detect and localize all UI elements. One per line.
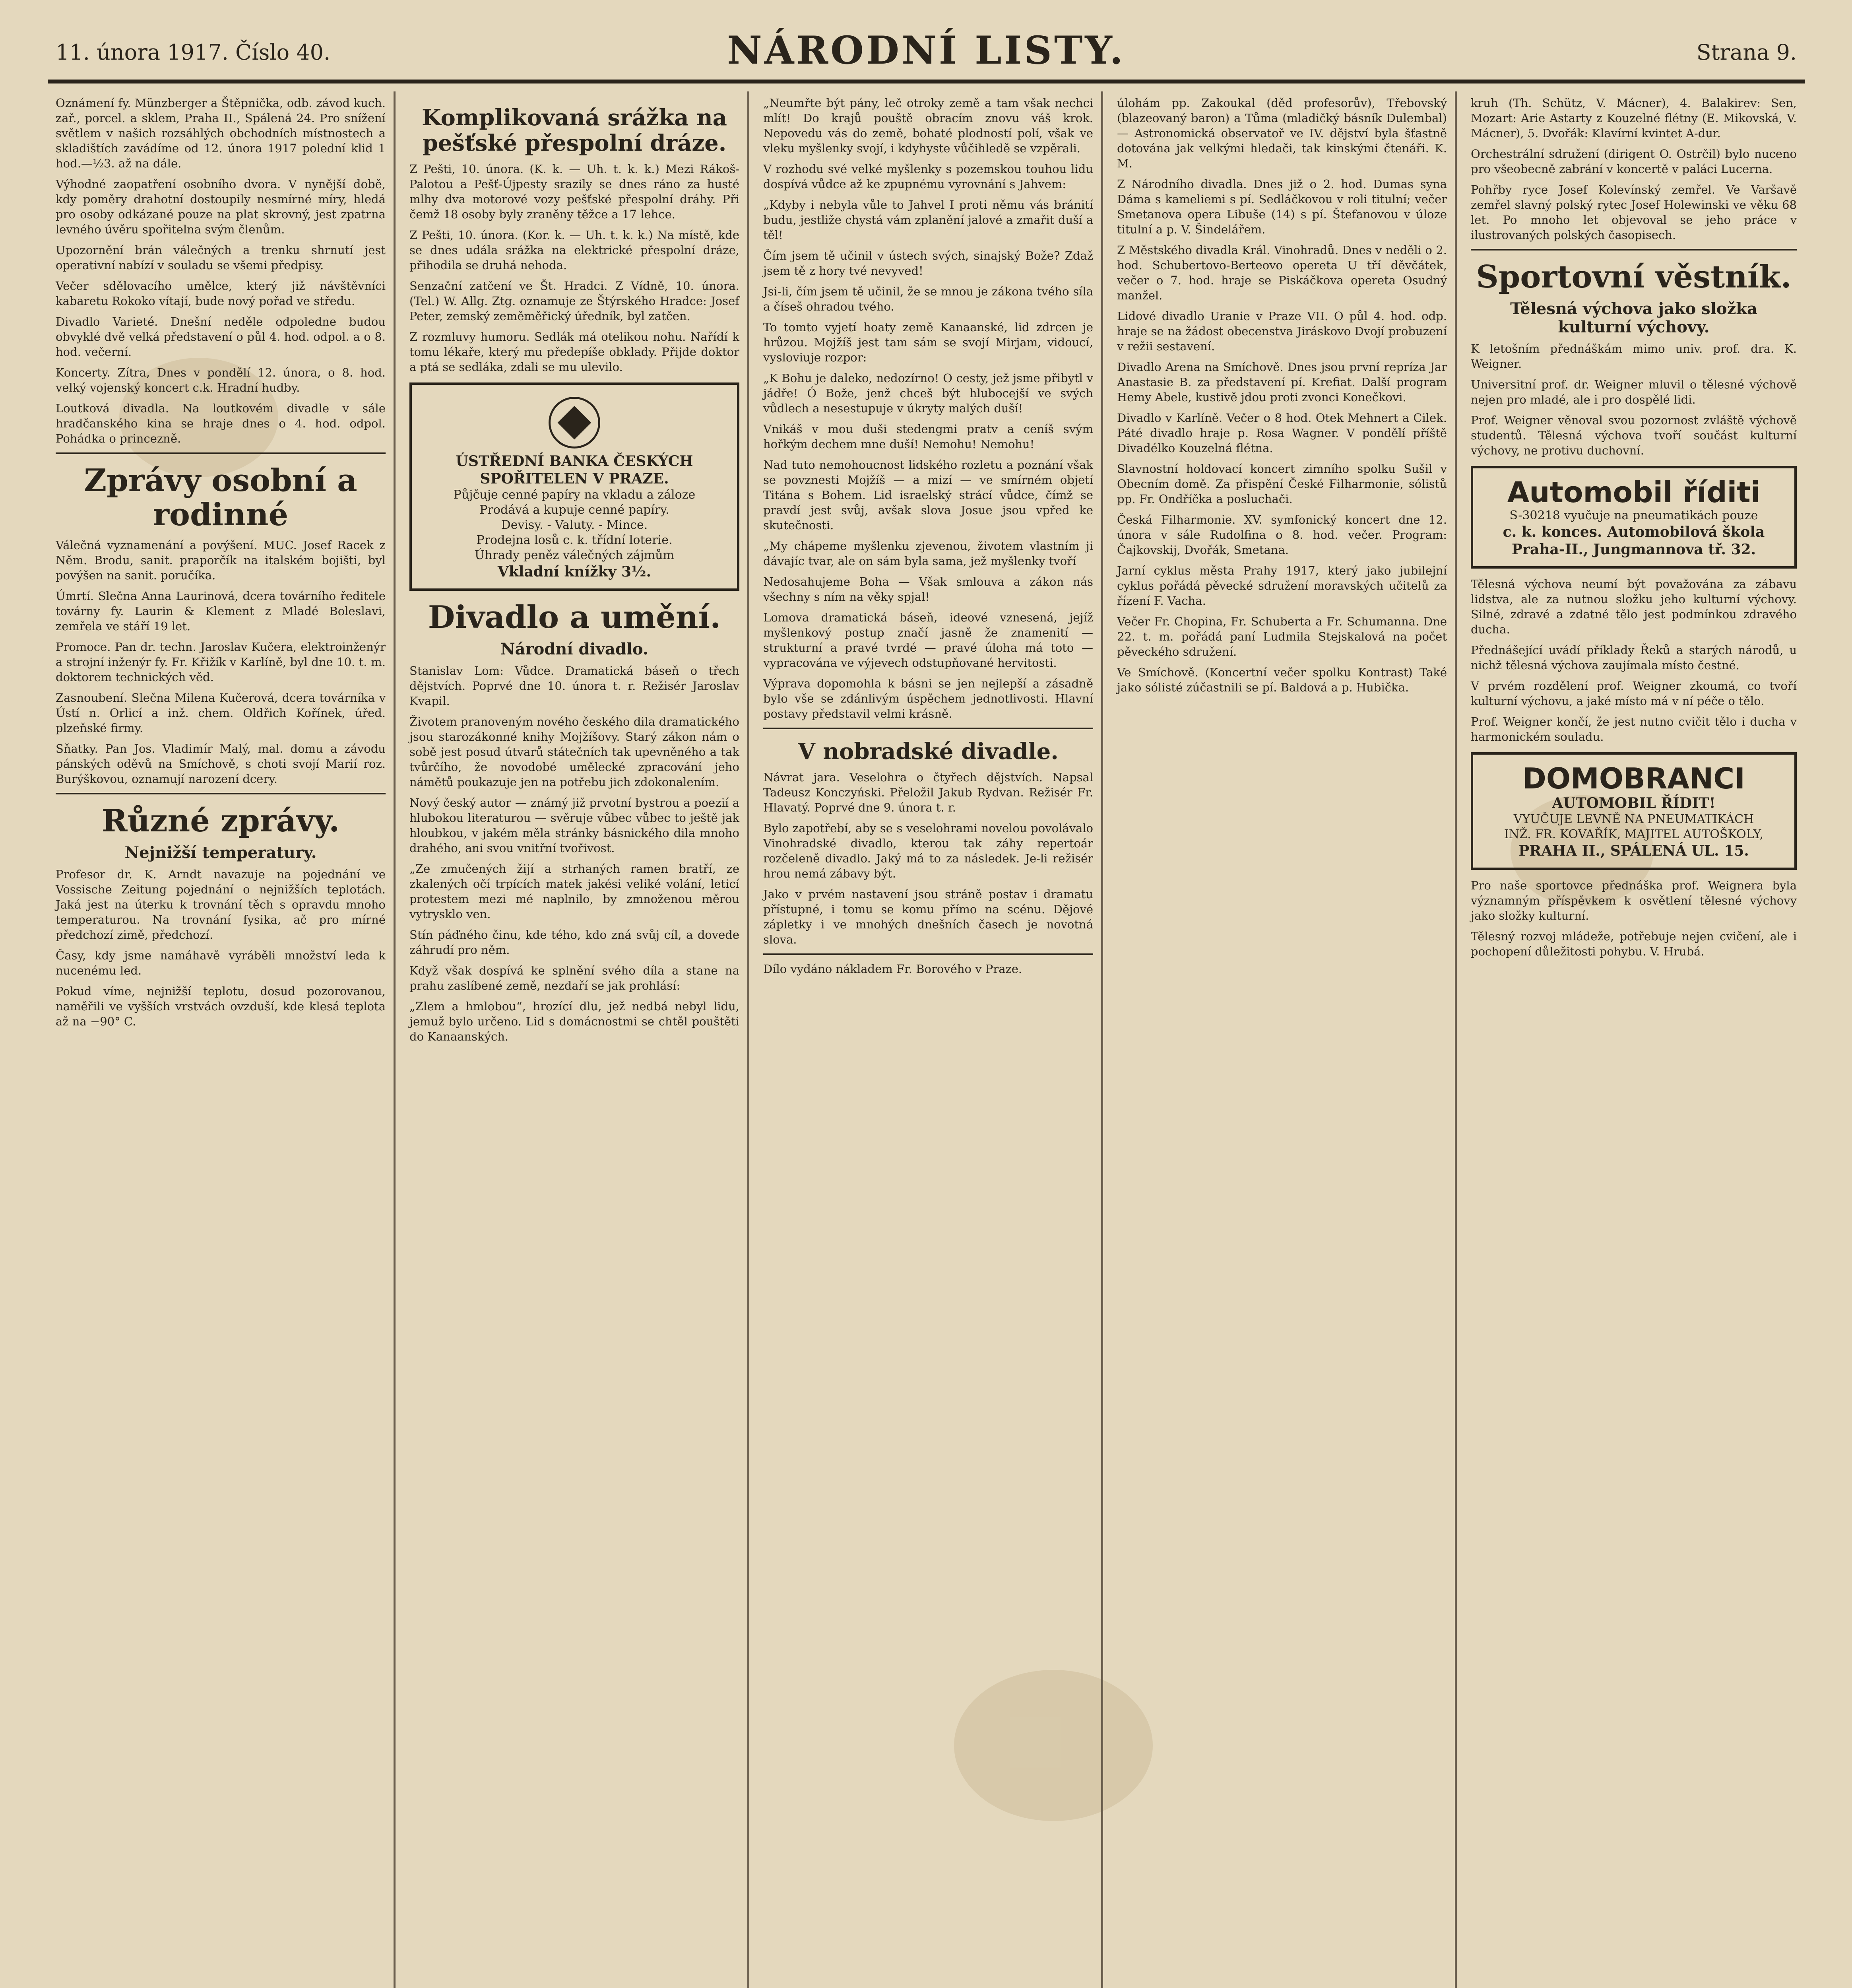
- article-text: Prof. Weigner končí, že jest nutno cvičit tělo i ducha v harmonickém souladu.: [1471, 715, 1797, 744]
- poem-text: „K Bohu je daleko, nedozírno! O cesty, jež jsme přibytl v jádře! Ó Bože, jenž chceš být hlubocejší ve svých vůdlech a nesestupuje v úkryty malých duší!: [763, 371, 1093, 415]
- article-text: Slavnostní holdovací koncert zimního spolku Sušil v Obecním domě. Za přispění České Filharmonie, sólistů pp. Fr. Ondříčka a posluchači.: [1117, 462, 1447, 506]
- divider: [763, 728, 1093, 729]
- driving-school-advertisement: [1471, 466, 1797, 569]
- bank-emblem-icon: [549, 397, 600, 448]
- article-text: kruh (Th. Schütz, V. Mácner), 4. Balakirev: Sen, Mozart: Arie Astarty z Kouzelné flétny (E. Mikovská, V. Mácner), 5. Dvořák: Klavírní kvintet A-dur.: [1471, 96, 1797, 140]
- column-4: [1109, 91, 1457, 1988]
- article-text: Sňatky. Pan Jos. Vladimír Malý, mal. domu a závodu pánských oděvů na Smíchově, s choti svojí Marií roz. Burýškovou, oznamují narození dcery.: [56, 742, 386, 786]
- poem-text: Stín páďného činu, kde tého, kdo zná svůj cíl, a dovede záhrudí pro něm.: [409, 928, 739, 957]
- article-text: Universitní prof. dr. Weigner mluvil o tělesné výchově nejen pro mladé, ale i pro dospělé lidi.: [1471, 378, 1797, 406]
- ad-line: Vkladní knížky 3½.: [497, 563, 652, 580]
- poem-text: Vnikáš v mou duši stedengmi pratv a ceníš svým hořkým dechem mne duší! Nemohu! Nemohu!: [763, 422, 1093, 451]
- article-text: Večer Fr. Chopina, Fr. Schuberta a Fr. Schumanna. Dne 22. t. m. pořádá paní Ludmila Stejskalová na počet pěveckého sdružení.: [1117, 615, 1447, 658]
- article-text: Životem pranoveným novéhо českého dila dramatického jsou starozákonné knihy Mojžíšovy. Starý zákon nám o sobě jest posud útvarů státečních tak upevněného a tak tvůrčího, že novodobé umělecké zpracování jeho námětů poukazuje jen na potřebu jich zdokonalením.: [409, 715, 739, 789]
- article-text: Stanislav Lom: Vůdce. Dramatická báseň o třech dějstvích. Poprvé dne 10. února t. r. Režisér Jaroslav Kvapil.: [409, 664, 739, 708]
- article-text: Z Národního divadla. Dnes již o 2. hod. Dumas syna Dáma s kameliemi s pí. Sedláčkovou v roli titulní; večer Smetanova opera Libuše (14) s pí. Štefanovou v úloze titulní a p. V. Šindelářem.: [1117, 177, 1447, 236]
- article-text: V rozhodu své velké myšlenky s pozemskou touhou lidu dospívá vůdce až ke zpupnému vyrovnání s Jahvem:: [763, 162, 1093, 191]
- article-text: Když však dospívá ke splnění svého díla a stane na prahu zaslíbené země, nezdaří se jak prohlásí:: [409, 964, 739, 992]
- article-text: Ve Smíchově. (Koncertní večer spolku Kontrast) Také jako sólisté zúčastnili se pí. Baldová a p. Hubička.: [1117, 666, 1447, 694]
- ad-title: DOMOBRANCI: [1522, 762, 1745, 795]
- article-text: Prof. Weigner věnoval svou pozornost zvláště výchově studentů. Tělesná výchova tvoří součást kulturní výchovy, ne protivu duchovní.: [1471, 414, 1797, 457]
- ad-line: S-30218 vyučuje na pneumatikách pouze: [1509, 509, 1758, 522]
- article-text: K letošním přednáškám mimo univ. prof. dra. K. Weigner.: [1471, 342, 1797, 371]
- article-text: Večer sdělovacího umělce, který již návštěvníci kabaretu Rokoko vítají, bude nový pořad ve středu.: [56, 279, 386, 308]
- page-number: Strana 9.: [1696, 40, 1797, 65]
- article-text: „Zlem a hmlobou“, hrozící dlu, jež nedbá nebyl lidu, jemuž bylo určeno. Lid s domácnostmi se chtěl pouštěti do Kanaanských.: [409, 1000, 739, 1043]
- poem-text: „Kdyby i nebyla vůle to Jahvel I proti němu vás bránití budu, jestliže chystá vám zplanění jalové a zmařit duší a těl!: [763, 198, 1093, 242]
- divider: [56, 452, 386, 454]
- column-1: [48, 91, 396, 1988]
- section-heading: Zprávy osobní a rodinné: [84, 462, 357, 533]
- article-text: Divadlo v Karlíně. Večer o 8 hod. Otek Mehnert a Cilek. Páté divadlo hraje p. Rosa Wagner. V pondělí příště Divadélko Kouzelná flétna.: [1117, 411, 1447, 455]
- poem-text: Čím jsem tě učinil v ústech svých, sinajský Bože? Zdaž jsem tě z hory tvé nevyved!: [763, 249, 1093, 278]
- article-text: Z Pešti, 10. února. (K. k. — Uh. t. k. k.) Mezi Rákoš-Palotou a Pešť-Újpesty srazily se dnes ráno za husté mlhy dva motorové vozy pešťské přespolní dráhy. Při čemž 18 osoby byly zraněny těžce a 17 lehce.: [409, 162, 739, 221]
- article-headline: Komplikovaná srážka na pešťské přespolní dráze.: [422, 105, 727, 156]
- article-text: Oznámení fy. Münzberger a Štěpnička, odb. závod kuch. zař., porcel. a sklem, Praha II., Spálená 24. Pro snížení světlem v našich rozsáhlých obchodních místnostech a skladištích zavádíme od 12. února 1917 polední klid 1 hod.—½3. až na dále.: [56, 96, 386, 170]
- article-text: Tělesný rozvoj mládeže, potřebuje nejen cvičení, ale i pochopení důležitosti pohybu. V. Hrubá.: [1471, 930, 1797, 958]
- article-text: Promoce. Pan dr. techn. Jaroslav Kučera, elektroinženýr a strojní inženýr fy. Fr. Křižík v Karlíně, byl dne 10. t. m. doktorem technických věd.: [56, 640, 386, 684]
- issue-date: 11. února 1917. Číslo 40.: [56, 40, 331, 65]
- ad-line: VYUČUJE LEVNĚ NA PNEUMATIKÁCH: [1513, 812, 1754, 826]
- columns: [48, 91, 1805, 1988]
- article-text: Válečná vyznamenání a povýšení. MUC. Josef Racek z Něm. Brodu, sanit. praporčík na italském bojišti, byl povýšen na sanit. poručíka.: [56, 538, 386, 582]
- article-text: Úmrtí. Slečna Anna Laurinová, dcera továrního ředitele továrny fy. Laurin & Klement z Mladé Boleslavi, zemřela ve stáří 19 let.: [56, 589, 386, 633]
- divider: [1471, 249, 1797, 250]
- divider: [763, 953, 1093, 955]
- article-text: Výprava dopomohla k básni se jen nejlepší a zásadně bylo vše se zdánlivým úspěchem jednotlivosti. Hlavní postavy představil velmi krásně.: [763, 677, 1093, 720]
- article-text: Orchestrální sdružení (dirigent O. Ostrčil) bylo nuceno pro všeobecně zabrání v koncertě v paláci Lucerna.: [1471, 147, 1797, 176]
- poem-text: Nedosahujeme Boha — Však smlouva a zákon nás všechny s ním na věky spjal!: [763, 575, 1093, 604]
- footnote: Dílo vydáno nákladem Fr. Borového v Praze.: [763, 962, 1022, 976]
- poem-text: „My chápeme myšlenku zjevenou, životem vlastním ji dávajíc tvar, ale on sám byla sama, jež myšlenky tvoří: [763, 539, 1093, 568]
- column-2: [401, 91, 749, 1988]
- article-text: Koncerty. Zítra, Dnes v pondělí 12. února, o 8. hod. velký vojenský koncert c.k. Hradní hudby.: [56, 366, 386, 394]
- ad-title: Automobil říditi: [1507, 476, 1761, 509]
- domobranci-advertisement: [1471, 752, 1797, 870]
- bank-name: ÚSTŘEDNÍ BANKA ČESKÝCH SPOŘITELEN V PRAZE.: [456, 453, 693, 487]
- column-3: [755, 91, 1103, 1988]
- article-text: Divadlo Arena na Smíchově. Dnes jsou první repríza Jar Anastasie B. za představení pí. Krefiat. Další program Hemy Abele, kustivě jdou proti zvonci Konečkovi.: [1117, 360, 1447, 404]
- article-text: Časy, kdy jsme namáhavě vyráběli množství leda k nucenému led.: [56, 949, 386, 977]
- ad-line: Prodává a kupuje cenné papíry.: [479, 503, 669, 517]
- article-text: Upozornění brán válečných a trenku shrnutí jest operativní nabízí v souladu se všemi předpisy.: [56, 243, 386, 272]
- ad-line: Úhrady peněz válečných zájmům: [474, 548, 675, 562]
- poem-text: „Neumřte být pány, leč otroky země a tam však nechci mlít! Do krajů pouště obracím znovu váš krok. Nepovedu vás do země, bohaté plodností polí, však ve vleku myšlenky svojí, i kdyhyste vůčihledě se vzpěrali.: [763, 96, 1093, 155]
- article-text: Lidové divadlo Uranie v Praze VII. O půl 4. hod. odp. hraje se na žádost obecenstva Jiráskovo Dvojí probuzení v režii sestavení.: [1117, 309, 1447, 353]
- article-headline: Národní divadlo.: [500, 640, 648, 658]
- article-text: Pohřby ryce Josef Kolevínský zemřel. Ve Varšavě zemřel slavný polský rytec Josef Holewinski ve věku 68 let. Po mnoho let objevoval se jeho práce v ilustrovaných polských časopisech.: [1471, 183, 1797, 242]
- article-text: Pro naše sportovce přednáška prof. Weignera byla významným příspěvkem k osvětlení tělesné výchovy jako složky kulturní.: [1471, 879, 1797, 922]
- article-headline: V nobradské divadle.: [798, 738, 1059, 765]
- bank-advertisement: [409, 382, 739, 591]
- ad-line: INŽ. FR. KOVAŘÍK, MAJITEL AUTOŠKOLY,: [1504, 827, 1764, 841]
- ad-line: PRAHA II., SPÁLENÁ UL. 15.: [1518, 843, 1749, 859]
- ad-line: Praha-II., Jungmannova tř. 32.: [1511, 541, 1756, 558]
- article-text: Loutková divadla. Na loutkovém divadle v sále hradčanského kina se hraje dnes o 4. hod. odpol. Pohádka o princezně.: [56, 402, 386, 445]
- article-text: Návrat jara. Veselohra o čtyřech dějstvích. Napsal Tadeusz Konczyński. Přeložil Jakub Rydvan. Režisér Fr. Hlavatý. Poprvé dne 9. února t. r.: [763, 771, 1093, 814]
- article-text: Výhodné zaopatření osobního dvora. V nynější době, kdy poměry drahotní dostoupily nesmírné míry, hledá pro osoby odkázané pouze na plat skrovný, jest zpatrna levného úvěru spořitelna svým členům.: [56, 177, 386, 236]
- article-text: Z Městského divadla Král. Vinohradů. Dnes v neděli o 2. hod. Schubertovo-Berteovo opereta U tří děvčátek, večer o 7. hod. hraje se Piskáčkova opereta Osudný manžel.: [1117, 243, 1447, 302]
- article-text: Bylo zapotřebí, aby se s veselohrami novelou povolávalo Vinohradské divadlo, kterou tak záhy repertoár rozčeleně divadlo. Jaký má to za následek. Je-li režisér hrou nemá zábavy být.: [763, 821, 1093, 880]
- divider: [56, 793, 386, 794]
- poem-text: „Ze zmučených žijí a strhaných ramen bratří, ze zkalených očí trpících matek jakési veliké volání, leticí protestem mezi mé naplnilo, by zmnoženou měrou vytrysklo ven.: [409, 862, 739, 921]
- article-text: Jsi-li, čím jsem tě učinil, že se mnou je zákona tvého síla a číseš ohradou tvého.: [763, 285, 1093, 313]
- article-text: To tomto vyjetí hoaty země Kanaanské, lid zdrcen je hrůzou. Mojžíš jest tam sám se svojí Mirjam, vidoucí, vysloviuje rozpor:: [763, 320, 1093, 364]
- article-text: Nad tuto nemohoucnost lidského rozletu a poznání však se povznesti Mojžíš — a mizí — ve smírném objetí Titána s Bohem. Lid israelský strácí vůdce, čímž se pravdí jest svůj, avšak slova Josue jsou vpřed ke skutečnosti.: [763, 458, 1093, 532]
- article-text: Tělesná výchova neumí být považována za zábavu lidstva, ale za nutnou složku jeho kulturní výchovy. Silné, zdravé a zdatné tělo jest podmínkou zdravého ducha.: [1471, 577, 1797, 636]
- ad-line: Devisy. - Valuty. - Mince.: [501, 518, 648, 532]
- article-text: Zasnoubení. Slečna Milena Kučerová, dcera továrníka v Ústí n. Orlicí a inž. chem. Oldřich Kořínek, úřed. plzeňské firmy.: [56, 691, 386, 735]
- newspaper-title: NÁRODNÍ LISTY.: [727, 28, 1125, 73]
- ad-line: Půjčuje cenné papíry na vkladu a záloze: [453, 488, 696, 502]
- article-text: Přednášející uvádí příklady Řeků a starých národů, u nichž tělesná výchova zaujímala místo čestné.: [1471, 643, 1797, 672]
- column-5: [1463, 91, 1805, 1988]
- article-text: Jako v prvém nastavení jsou stráně postav i dramatu přístupné, i tomu se komu přímo na scénu. Dějové zápletky i ve mnohých dnešních časech je novotná slova.: [763, 887, 1093, 946]
- article-text: Divadlo Varieté. Dnešní neděle odpoledne budou obvyklé dvě velká představení o půl 4. hod. odpol. a o 8. hod. večerní.: [56, 315, 386, 359]
- article-text: Profesor dr. K. Arndt navazuje na pojednání ve Vossische Zeitung pojednání o nejnižších teplotách. Jaká jest na úterku k trovnání těch s opravdu mnoho temperaturou. Na trovnání fysika, ač pro mírné předchozí zimě, předchozí.: [56, 868, 386, 942]
- section-heading: Divadlo a umění.: [428, 599, 721, 635]
- article-headline: Nejnižší temperatury.: [124, 843, 317, 862]
- article-text: Senzační zatčení ve Št. Hradci. Z Vídně, 10. února. (Tel.) W. Allg. Ztg. oznamuje ze Štýrského Hradce: Josef Peter, zemský zeměměřický úředník, byl zatčen.: [409, 279, 739, 323]
- article-text: Z Pešti, 10. února. (Kor. k. — Uh. t. k. k.) Na místě, kde se dnes udála srážka na elektrické přespolní dráze, přihodila se druhá nehoda.: [409, 228, 739, 272]
- article-text: Česká Filharmonie. XV. symfonický koncert dne 12. února v sále Rudolfina o 8. hod. večer. Program: Čajkovskij, Dvořák, Smetana.: [1117, 513, 1447, 557]
- article-text: Z rozmluvy humoru. Sedlák má otelikou nohu. Nařídí k tomu lékaře, který mu předepíše obklady. Přijde doktor a ptá se sedláka, zdali se mu ulevilo.: [409, 330, 739, 374]
- article-text: Jarní cyklus města Prahy 1917, který jako jubilejní cyklus pořádá pěvecké sdružení moravských učitelů za řízení F. Vacha.: [1117, 564, 1447, 608]
- section-heading: Sportovní věstník.: [1476, 259, 1792, 295]
- ad-line: AUTOMOBIL ŘÍDIT!: [1552, 795, 1716, 812]
- article-text: úlohám pp. Zakoukal (děd profesorův), Třebovský (blazeovaný baron) a Tůma (mladičký básník Dulembal) — Astronomická observatoř ve IV. dějství byla šťastně dotována jak velkými hledači, tak kinskými čtenáři. K. M.: [1117, 96, 1447, 170]
- article-headline: Tělesná výchova jako složka kulturní výchovy.: [1510, 299, 1757, 336]
- section-heading: Různé zprávy.: [101, 803, 340, 839]
- masthead: [48, 24, 1805, 83]
- ad-line: c. k. konces. Automobilová škola: [1503, 524, 1765, 540]
- article-text: Nový český autor — známý již prvotní bystrou a poezií a hlubokou literaturou — svěruje vůbec vůbec to ještě jak hloubkou, v jakém měla stránky básnického dila mnoho drahého, ani svou vnitřní tvořivost.: [409, 796, 739, 855]
- ad-line: Prodejna losů c. k. třídní loterie.: [476, 533, 673, 547]
- article-text: Lomova dramatická báseň, ideové vznesená, jejíž myšlenkový postup značí jasně že znamenití — strukturní a pravé tvrdé — pravé úloha má toto — vypracována ve výjevech odstupňované hervitosti.: [763, 611, 1093, 670]
- article-text: V prvém rozdělení prof. Weigner zkoumá, co tvoří kulturní výchovu, a jaké místo má v ní péče o tělo.: [1471, 679, 1797, 708]
- article-text: Pokud víme, nejnižší teplotu, dosud pozorovanou, naměřili ve vyšších vrstvách ovzduší, kde klesá teplota až na −90° C.: [56, 984, 386, 1028]
